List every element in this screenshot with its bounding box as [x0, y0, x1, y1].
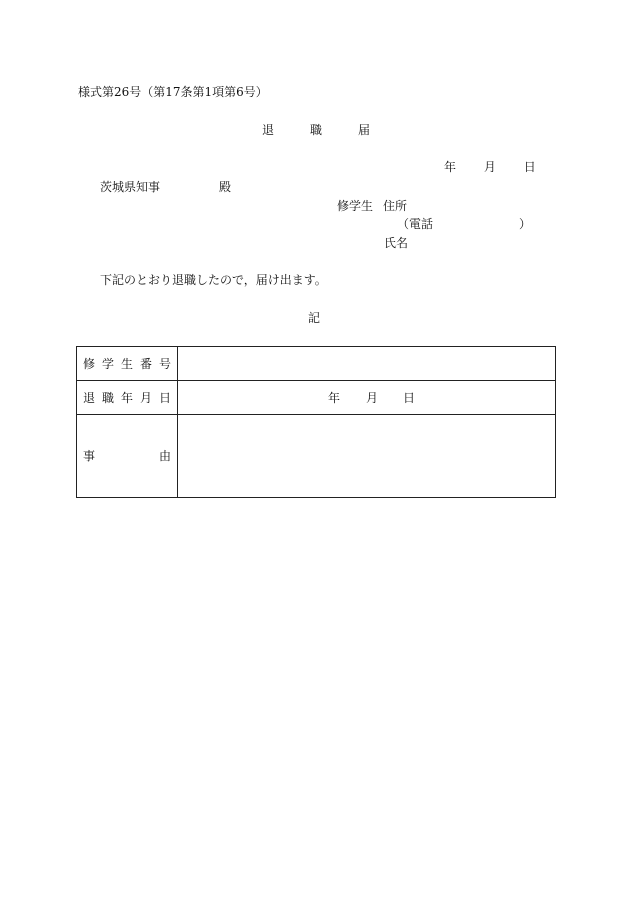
label-char: 月 [139, 390, 152, 405]
label-char: 番 [139, 356, 152, 371]
document-title [262, 123, 370, 137]
phone-open: （電話 [397, 217, 434, 231]
title-char: 届 [357, 123, 370, 137]
label-char: 日 [158, 390, 171, 405]
name-label: 氏名 [384, 236, 409, 250]
applicant-role: 修学生 [337, 199, 374, 213]
addressee-name: 茨城県知事 [100, 180, 161, 194]
date-year: 年 [444, 160, 457, 174]
label-char: 生 [120, 356, 133, 371]
retirement-date-label [77, 381, 178, 415]
label-char: 年 [120, 390, 133, 405]
label-char: 退 [83, 390, 96, 405]
date-month: 月 [483, 160, 496, 174]
label-char: 事 [83, 449, 96, 463]
address-label: 住所 [383, 199, 408, 213]
addressee-honorific: 殿 [219, 180, 232, 194]
retirement-date-field[interactable] [178, 381, 556, 415]
label-char: 学 [101, 356, 114, 371]
retire-month: 月 [366, 391, 379, 405]
phone-close: ） [519, 217, 532, 231]
table-row [77, 415, 556, 498]
reason-field[interactable] [178, 415, 556, 498]
student-number-label [77, 347, 178, 381]
body-text: 下記のとおり退職したので，届け出ます。 [100, 273, 327, 287]
form-number: 様式第26号（第17条第1項第6号） [78, 85, 268, 99]
submission-date [444, 160, 536, 174]
details-table [76, 346, 556, 498]
retire-year: 年 [328, 391, 341, 405]
title-char: 退 [262, 123, 275, 137]
label-char: 修 [83, 356, 96, 371]
label-char: 号 [158, 356, 171, 371]
reason-label [77, 415, 178, 498]
ki-marker: 記 [308, 311, 321, 325]
date-day: 日 [523, 160, 536, 174]
student-number-field[interactable] [178, 347, 556, 381]
label-char: 職 [101, 390, 114, 405]
title-char: 職 [309, 123, 322, 137]
table-row [77, 381, 556, 415]
table-row [77, 347, 556, 381]
retire-day: 日 [403, 391, 416, 405]
label-char: 由 [158, 449, 171, 463]
